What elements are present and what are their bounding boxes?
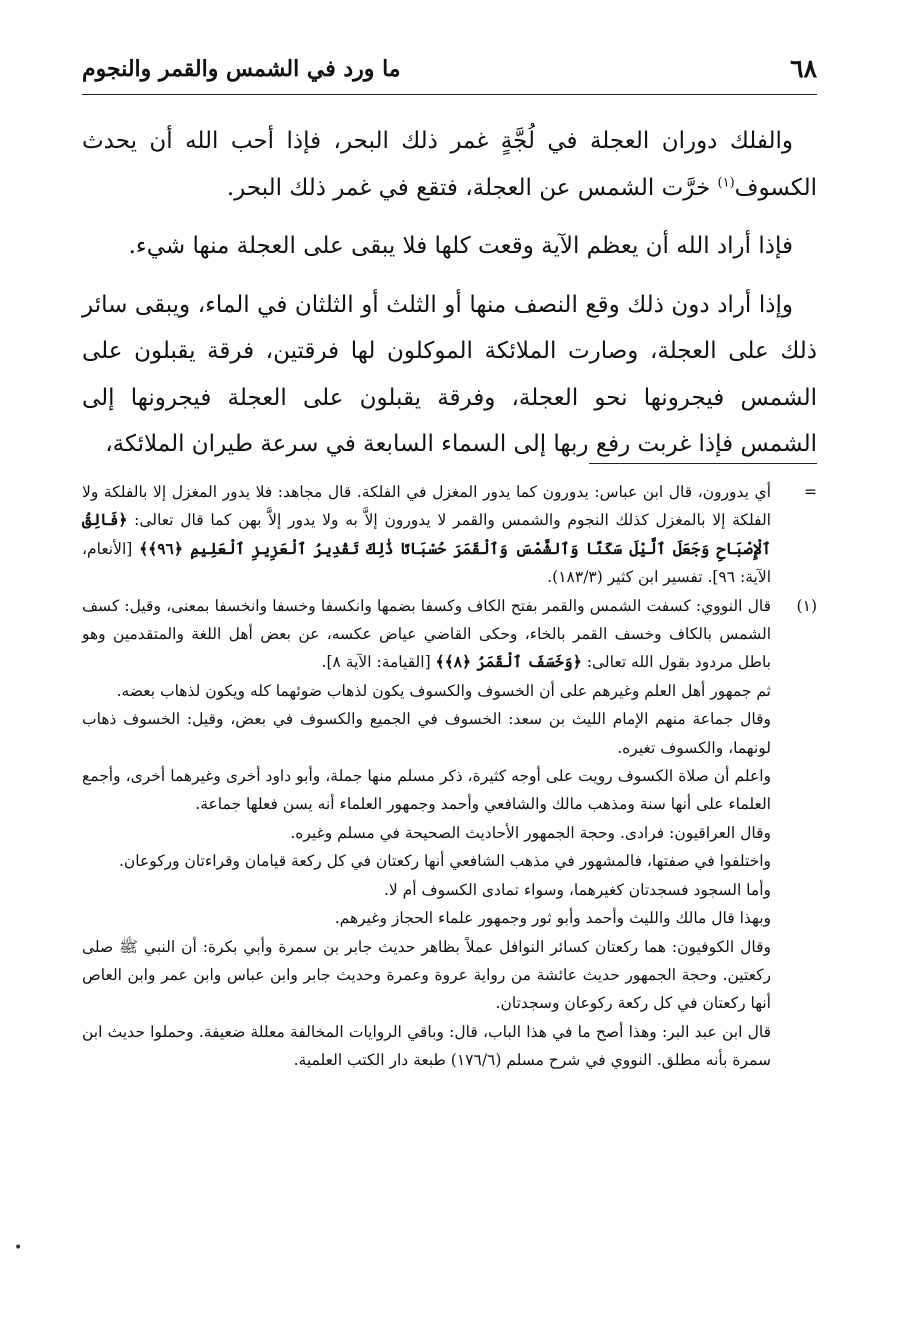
paragraph-3: وإذا أراد دون ذلك وقع النصف منها أو الثلث أو الثلثان في الماء، ويبقى سائر ذلك على العجلة، وصارت الملائكة الموكلون لها فرقتين، فرقة يقبلون على الشمس فيجرونها نحو العجلة، وفرقة يقبلون على العجلة فيجرونها إلى الشمس فإذا غربت رفع ربها إلى السماء السابعة في سرعة طيران الملائكة، [82, 291, 817, 457]
paragraph-1-text-end: خرَّت الشمس عن العجلة، فتقع في غمر ذلك البحر. [226, 174, 718, 201]
footnote-separator [589, 463, 817, 464]
footnote-paragraph: وقال الكوفيون: هما ركعتان كسائر النوافل عملاً بظاهر حديث جابر بن سمرة وأبي بكرة: أن النبي ﷺ صلى ركعتين. وحجة الجمهور حديث عائشة من رواية عروة وعمرة وحديث جابر وابن عباس وابن عمر وابن العاص أنها ركعتان في كل ركعة ركوعان وسجدتان. [82, 937, 771, 1013]
footnote-paragraph: ثم جمهور أهل العلم وغيرهم على أن الخسوف والكسوف يكون لذهاب ضوئهما كله ويكون لذهاب بعضه. [116, 681, 771, 700]
paragraph-2: فإذا أراد الله أن يعظم الآية وقعت كلها فلا يبقى على العجلة منها شيء. [128, 233, 793, 259]
page-header [82, 50, 817, 95]
footnote-1-citation: [القيامة: الآية ٨]. [321, 653, 436, 672]
quran-verse: ﴿فَالِقُ ٱلْإِصْبَاحِ وَجَعَلَ ٱلَّيْلَ سَكَنًا وَٱلشَّمْسَ وَٱلْقَمَرَ حُسْبَانًا ذَٰلِكَ تَقْدِيرُ ٱلْعَزِيزِ ٱلْعَلِيمِ ﴿٩٦﴾﴾ [82, 510, 771, 558]
footnote-continuation [82, 478, 817, 592]
footnote-paragraph: قال ابن عبد البر: وهذا أصح ما في هذا الباب، قال: وباقي الروايات المخالفة معللة ضعيفة. وحملوا حديث ابن سمرة بأنه مطلق. النووي في شرح مسلم (١٧٦/٦) طبعة دار الكتب العلمية. [82, 1022, 771, 1070]
footnote-paragraph: وأما السجود فسجدتان كغيرهما، وسواء تمادى الكسوف أم لا. [383, 880, 771, 899]
footnote-1 [82, 592, 817, 677]
footnote-reference: (١) [717, 174, 735, 190]
footnote-1-text: قال النووي: كسفت الشمس والقمر بفتح الكاف وكسفا بضمها وانكسفا وخسفا وانخسفا بمعنى، وقيل: كسف الشمس بالكاف وخسف القمر بالخاء، وحكى القاضي عياض عكسه، عن بعض أهل اللغة والمتقدمين وهو باطل مردود بقول الله تعالى: [82, 596, 771, 672]
paragraph-1 [82, 118, 817, 211]
footnote-1-marker: (١) [796, 596, 817, 615]
footnote-paragraph: وقال العراقيون: فرادى. وحجة الجمهور الأحاديث الصحيحة في مسلم وغيره. [290, 823, 771, 842]
quran-verse: ﴿وَخَسَفَ ٱلْقَمَرُ ﴿٨﴾﴾ [435, 652, 582, 672]
running-title: ما ورد في الشمس والقمر والنجوم [82, 56, 401, 82]
continuation-marker: = [804, 483, 817, 501]
footnotes [82, 478, 817, 1075]
page-number: ٦٨ [790, 54, 817, 83]
footnote-paragraph: واختلفوا في صفتها، فالمشهور في مذهب الشافعي أنها ركعتان في كل ركعة قيامان وقراءتان وركوعان. [118, 852, 771, 871]
scan-speck: • [14, 1240, 23, 1256]
main-text [82, 118, 817, 480]
footnote-continuation-citation: [الأنعام، الآية: ٩٦]. تفسير ابن كثير (١٨٣/٣). [82, 539, 771, 587]
paragraph-1-text: والفلك دوران العجلة في لُجَّةٍ غمر ذلك البحر، فإذا أحب الله أن يحدث الكسوف [82, 128, 817, 201]
footnote-paragraph: وبهذا قال مالك والليث وأحمد وأبو ثور وجمهور علماء الحجاز وغيرهم. [334, 909, 771, 928]
footnote-paragraph: وقال جماعة منهم الإمام الليث بن سعد: الخسوف في الجميع والكسوف في بعض، وقيل: الخسوف ذهاب لونهما، والكسوف تغيره. [82, 710, 771, 757]
footnote-continuation-text: أي يدورون، قال ابن عباس: يدورون كما يدور المغزل في الفلكة. قال مجاهد: فلا يدور المغزل إلا بالفلكة ولا الفلكة إلا بالمغزل كذلك النجوم والشمس والقمر لا يدورون إلاَّ به ولا يدور إلاَّ بهن كما قال تعالى: [82, 483, 771, 530]
footnote-paragraph: واعلم أن صلاة الكسوف رويت على أوجه كثيرة، ذكر مسلم منها جملة، وأبو داود أخرى وغيرهما أخرى، وأجمع العلماء على أنها سنة ومذهب مالك والشافعي وأحمد وجمهور العلماء أنه يسن فعلها جماعة. [82, 767, 771, 814]
